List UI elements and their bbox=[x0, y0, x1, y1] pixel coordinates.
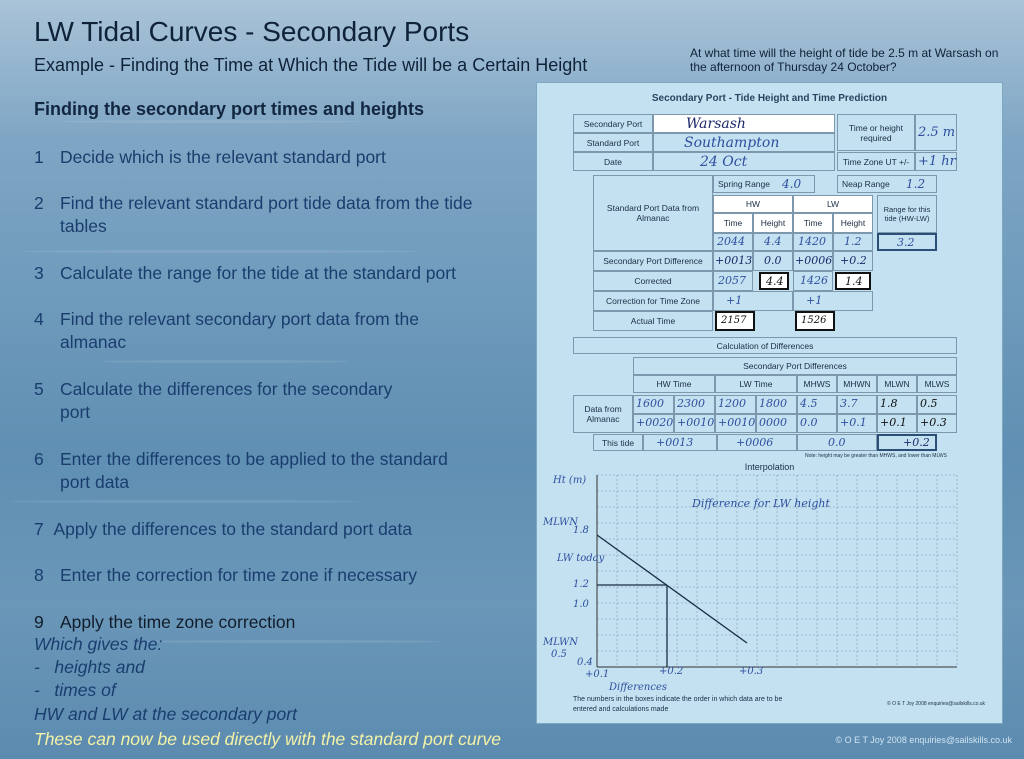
secondary-port-field[interactable]: Warsash bbox=[653, 114, 835, 133]
this-tide-hw[interactable]: +0013 bbox=[643, 434, 717, 451]
almanac-cell[interactable]: 0000 bbox=[756, 414, 797, 433]
copyright-text: © O E T Joy 2008 enquiries@sailskills.co.uk bbox=[835, 735, 1012, 745]
step-5: 5 Calculate the differences for the secondary port bbox=[34, 379, 393, 422]
calc-label: Calculation of Differences bbox=[573, 337, 957, 354]
lw-header: LW bbox=[793, 195, 873, 213]
almanac-cell[interactable]: +0.3 bbox=[917, 414, 957, 433]
lw-height-header: Height bbox=[833, 213, 873, 233]
almanac-cell[interactable]: 0.5 bbox=[917, 395, 957, 414]
footnote: The numbers in the boxes indicate the order in which data are to be entered and calculations made bbox=[573, 696, 783, 713]
almanac-cell[interactable]: 0.0 bbox=[797, 414, 837, 433]
form-copyright: © O E T Joy 2008 enquiries@sailskills.co.uk bbox=[887, 701, 986, 707]
final-text: These can now be used directly with the standard port curve bbox=[34, 729, 501, 749]
step-6: 6 Enter the differences to be applied to the standard port data bbox=[34, 449, 448, 492]
y-tick-1-0: 1.0 bbox=[573, 599, 589, 610]
almanac-cell[interactable]: +0.1 bbox=[877, 414, 917, 433]
interp-label: Interpolation bbox=[744, 462, 795, 472]
graph-title: Difference for LW height bbox=[692, 497, 830, 510]
mlwn-value: 1.8 bbox=[573, 525, 589, 536]
col-mlws: MLWS bbox=[917, 375, 957, 393]
time-or-height-label: Time or height required bbox=[837, 114, 915, 151]
range-field[interactable]: 3.2 bbox=[877, 233, 937, 251]
mlws-label: MLWN bbox=[543, 637, 579, 648]
note-text: Note: height may be greater than MHWS, and lower than MLWS bbox=[805, 453, 947, 459]
col-mhws: MHWS bbox=[797, 375, 837, 393]
corr-lw-time[interactable]: 1426 bbox=[793, 271, 833, 291]
almanac-cell[interactable]: +0010 bbox=[674, 414, 715, 433]
actual-time-label: Actual Time bbox=[593, 311, 713, 331]
spring-range-box: Spring Range 4.0 bbox=[713, 175, 815, 193]
almanac-cell[interactable]: 1200 bbox=[715, 395, 756, 414]
x-tick-0-3: +0.3 bbox=[739, 666, 764, 677]
interp-line bbox=[597, 535, 747, 643]
this-tide-lw-height[interactable]: +0.2 bbox=[877, 434, 937, 451]
actual-lw[interactable]: 1526 bbox=[795, 311, 835, 331]
secondary-port-label: Secondary Port bbox=[573, 114, 653, 133]
corr-lw-height[interactable]: 1.4 bbox=[835, 272, 871, 290]
date-field[interactable]: 24 Oct bbox=[653, 152, 835, 171]
x-tick-0-1: +0.1 bbox=[585, 669, 610, 680]
almanac-cell[interactable]: +0020 bbox=[633, 414, 674, 433]
col-hw-time: HW Time bbox=[633, 375, 715, 393]
corr-hw-time[interactable]: 2057 bbox=[713, 271, 753, 291]
tz-hw[interactable]: +1 bbox=[713, 291, 793, 311]
diff-lw-height[interactable]: +0.2 bbox=[833, 251, 873, 271]
hw-header: HW bbox=[713, 195, 793, 213]
actual-hw[interactable]: 2157 bbox=[715, 311, 755, 331]
step-4: 4 Find the relevant secondary port data from the almanac bbox=[34, 309, 419, 352]
this-tide-lw[interactable]: +0006 bbox=[717, 434, 797, 451]
almanac-cell[interactable]: +0010 bbox=[715, 414, 756, 433]
almanac-cell[interactable]: 1.8 bbox=[877, 395, 917, 414]
step-9: 9 Apply the time zone correction bbox=[34, 612, 296, 632]
tz-correction-label: Correction for Time Zone bbox=[593, 291, 713, 311]
lw-today-label: LW today bbox=[557, 553, 605, 564]
tz-lw[interactable]: +1 bbox=[793, 291, 873, 311]
almanac-cell[interactable]: 2300 bbox=[674, 395, 715, 414]
diff-lw-time[interactable]: +0006 bbox=[793, 251, 833, 271]
col-lw-time: LW Time bbox=[715, 375, 797, 393]
hw-time-header: Time bbox=[713, 213, 753, 233]
page-subtitle: Example - Finding the Time at Which the Tide will be a Certain Height bbox=[34, 55, 588, 75]
time-zone-field[interactable]: +1 hr bbox=[915, 152, 957, 171]
lw-height-field[interactable]: 1.2 bbox=[833, 233, 873, 251]
diff-hw-time[interactable]: +0013 bbox=[713, 251, 753, 271]
lw-today-value: 1.2 bbox=[573, 579, 589, 590]
step-7: 7 Apply the differences to the standard port data bbox=[34, 519, 413, 539]
lw-time-field[interactable]: 1420 bbox=[793, 233, 833, 251]
step-8: 8 Enter the correction for time zone if necessary bbox=[34, 565, 417, 585]
hw-time-field[interactable]: 2044 bbox=[713, 233, 753, 251]
col-mlwn: MLWN bbox=[877, 375, 917, 393]
almanac-cell[interactable]: 4.5 bbox=[797, 395, 837, 414]
hw-height-header: Height bbox=[753, 213, 793, 233]
x-axis-label: Differences bbox=[609, 682, 668, 693]
range-label: Range for this tide (HW-LW) bbox=[877, 195, 937, 233]
question-text: At what time will the height of tide be 2.5 m at Warsash on the afternoon of Thursday 24 October? bbox=[690, 46, 999, 74]
diff-hw-height[interactable]: 0.0 bbox=[753, 251, 793, 271]
graph-ylabel: Ht (m) bbox=[553, 475, 587, 486]
hw-height-field[interactable]: 4.4 bbox=[753, 233, 793, 251]
step-3: 3 Calculate the range for the tide at the standard port bbox=[34, 263, 456, 283]
height-required-field[interactable]: 2.5 m bbox=[915, 114, 957, 151]
corr-hw-height[interactable]: 4.4 bbox=[759, 272, 789, 290]
mlws-value: 0.5 bbox=[551, 649, 567, 660]
almanac-cell[interactable]: +0.1 bbox=[837, 414, 877, 433]
gives-text: Which gives the: bbox=[34, 634, 163, 654]
this-tide-label: This tide bbox=[593, 434, 643, 451]
lw-time-header: Time bbox=[793, 213, 833, 233]
hwlw-text: HW and LW at the secondary port bbox=[34, 704, 297, 724]
mlwn-label: MLWN bbox=[543, 517, 579, 528]
step-2: 2 Find the relevant standard port tide data from the tide tables bbox=[34, 193, 473, 236]
page-title: LW Tidal Curves - Secondary Ports bbox=[34, 16, 470, 47]
neap-range-box: Neap Range 1.2 bbox=[837, 175, 937, 193]
almanac-cell[interactable]: 1800 bbox=[756, 395, 797, 414]
almanac-label: Data from Almanac bbox=[573, 395, 633, 433]
prediction-form bbox=[536, 82, 1003, 724]
std-data-label: Standard Port Data from Almanac bbox=[593, 175, 713, 251]
col-mhwn: MHWN bbox=[837, 375, 877, 393]
standard-port-field[interactable]: Southampton bbox=[653, 133, 835, 152]
step-1: 1 Decide which is the relevant standard port bbox=[34, 147, 386, 167]
times-text: - times of bbox=[34, 680, 116, 700]
almanac-cell[interactable]: 3.7 bbox=[837, 395, 877, 414]
time-zone-label: Time Zone UT +/- bbox=[837, 152, 915, 171]
this-tide-hw-height[interactable]: 0.0 bbox=[797, 434, 877, 451]
heights-text: - heights and bbox=[34, 657, 145, 677]
date-label: Date bbox=[573, 152, 653, 171]
standard-port-label: Standard Port bbox=[573, 133, 653, 152]
almanac-cell[interactable]: 1600 bbox=[633, 395, 674, 414]
x-tick-0-2: +0.2 bbox=[659, 666, 684, 677]
section-heading: Finding the secondary port times and heights bbox=[34, 99, 425, 119]
corrected-label: Corrected bbox=[593, 271, 713, 291]
y-tick-0-4: 0.4 bbox=[577, 657, 593, 668]
diff-label: Secondary Port Difference bbox=[593, 251, 713, 271]
sec-diff-label: Secondary Port Differences bbox=[633, 357, 957, 375]
form-title: Secondary Port - Tide Height and Time Prediction bbox=[651, 93, 888, 104]
